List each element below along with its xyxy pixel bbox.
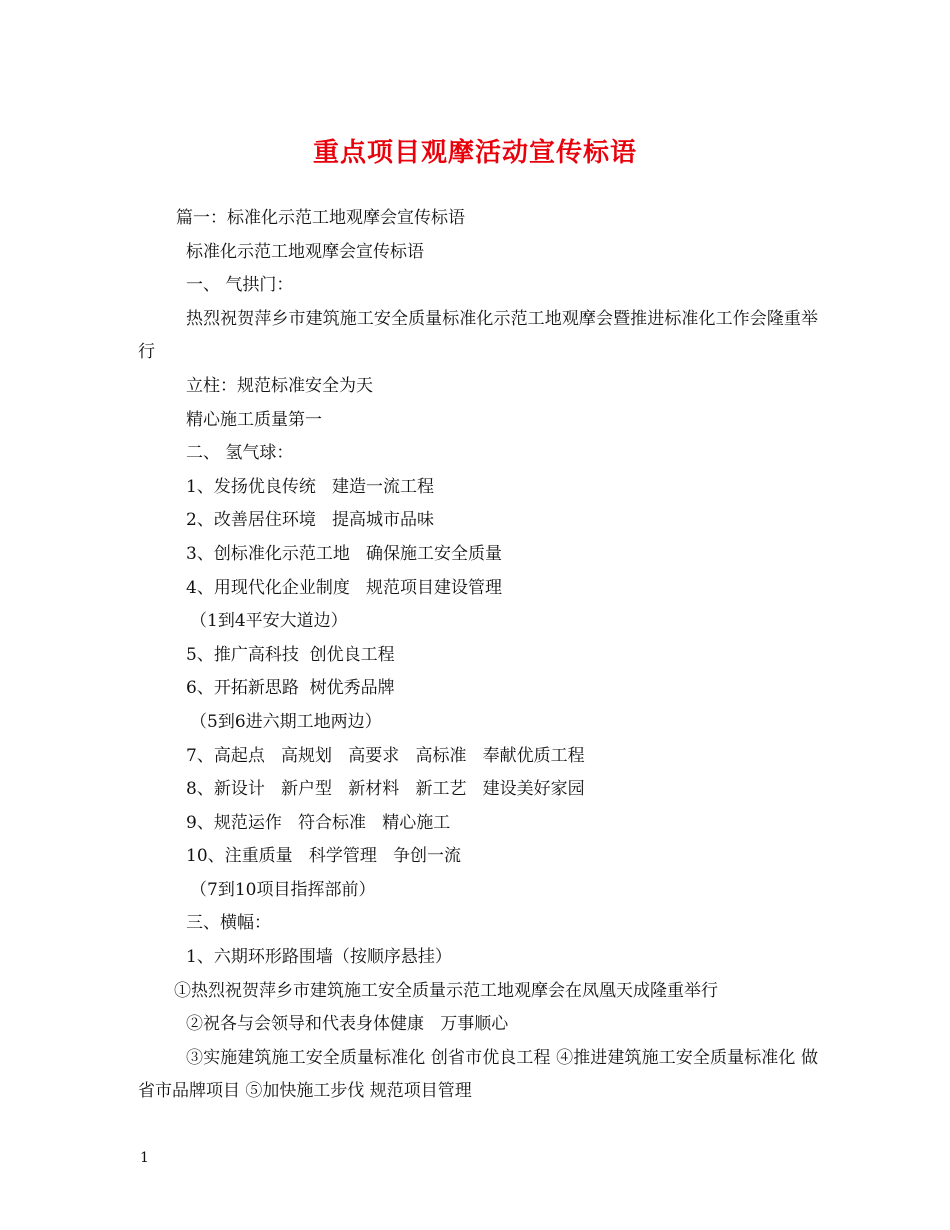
- document-title: 重点项目观摩活动宣传标语: [312, 138, 637, 168]
- list-item: 8、新设计 新户型 新材料 新工艺 建设美好家园: [186, 779, 585, 800]
- paragraph-line: 立柱：规范标准安全为天: [186, 375, 373, 396]
- paragraph-line: 热烈祝贺萍乡市建筑施工安全质量标准化示范工地观摩会暨推进标准化工作会隆重举行: [138, 308, 818, 363]
- banner-item: ③实施建筑施工安全质量标准化 创省市优良工程 ④推进建筑施工安全质量标准化 做省市品牌项目 ⑤加快施工步伐 规范项目管理: [138, 1047, 818, 1102]
- location-note: （1到4平安大道边）: [190, 611, 348, 632]
- section-heading: 二、 氢气球：: [186, 443, 294, 464]
- section-heading: 三、横幅：: [186, 913, 271, 934]
- banner-item: ②祝各与会领导和代表身体健康 万事顺心: [186, 1014, 509, 1035]
- page-number: 1: [140, 1150, 149, 1166]
- list-item: 6、开拓新思路 树优秀品牌: [186, 678, 395, 699]
- list-item: 10、注重质量 科学管理 争创一流: [186, 846, 462, 867]
- list-item: 4、用现代化企业制度 规范项目建设管理: [186, 577, 503, 598]
- location-note: （5到6进六期工地两边）: [190, 711, 382, 732]
- list-item: 2、改善居住环境 提高城市品味: [186, 510, 435, 531]
- list-item: 1、六期环形路围墙（按顺序悬挂）: [186, 947, 452, 968]
- list-item: 9、规范运作 符合标准 精心施工: [186, 812, 451, 833]
- banner-item: ①热烈祝贺萍乡市建筑施工安全质量示范工地观摩会在凤凰天成隆重举行: [174, 980, 718, 1001]
- paragraph-line: 精心施工质量第一: [186, 409, 322, 430]
- section-heading: 一、 气拱门：: [186, 275, 294, 296]
- location-note: （7到10项目指挥部前）: [190, 879, 376, 900]
- list-item: 7、高起点 高规划 高要求 高标准 奉献优质工程: [186, 745, 585, 766]
- document-body: [138, 202, 818, 1109]
- list-item: 5、推广高科技 创优良工程: [186, 644, 395, 665]
- list-item: 1、发扬优良传统 建造一流工程: [186, 476, 435, 497]
- subtitle-line: 标准化示范工地观摩会宣传标语: [186, 241, 424, 262]
- list-item: 3、创标准化示范工地 确保施工安全质量: [186, 543, 503, 564]
- section-heading: 篇一：标准化示范工地观摩会宣传标语: [176, 208, 465, 228]
